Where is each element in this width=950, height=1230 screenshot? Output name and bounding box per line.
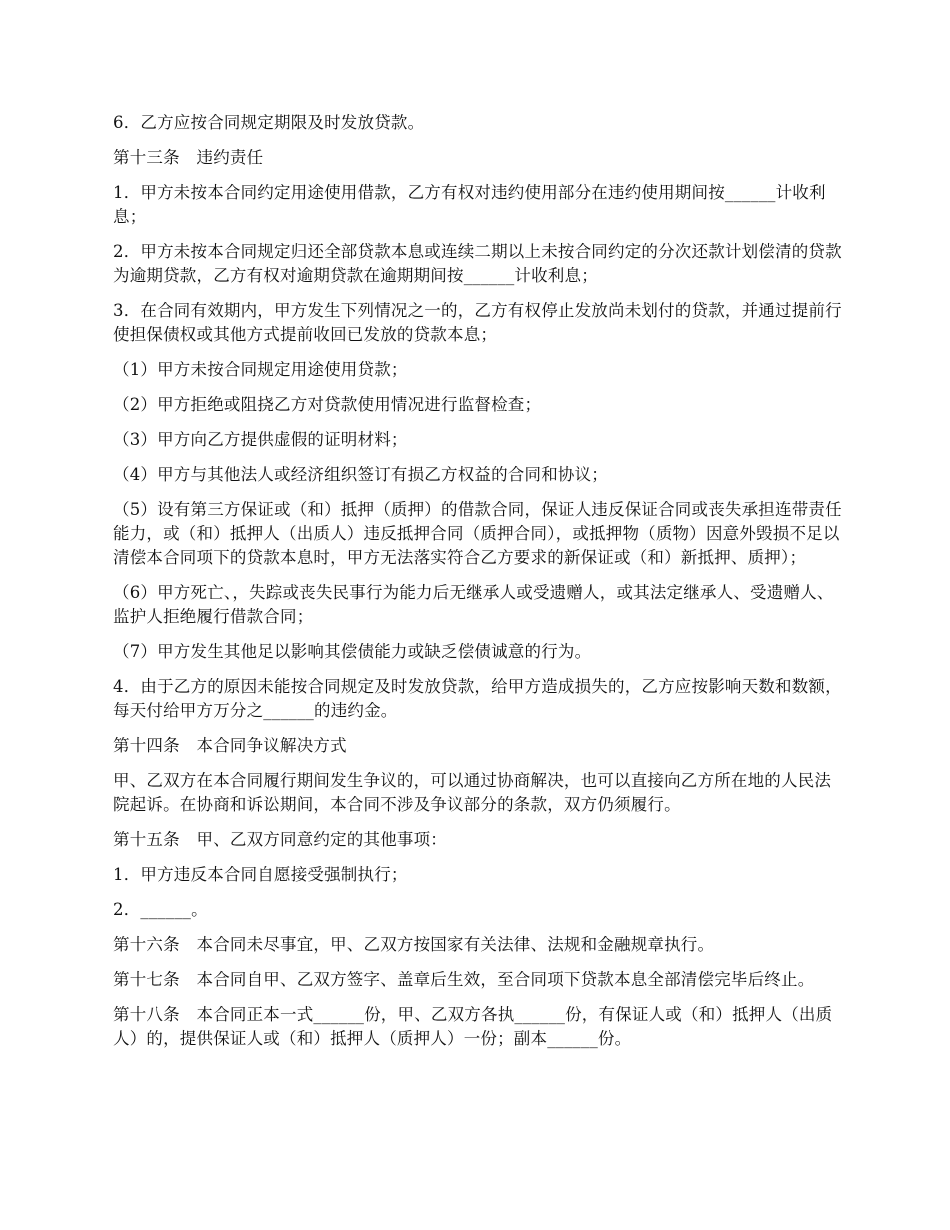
article-13-item-2: 2．甲方未按本合同规定归还全部贷款本息或连续二期以上未按合同约定的分次还款计划偿清的贷款为逾期贷款，乙方有权对逾期贷款在逾期期间按______计收利息； — [113, 242, 842, 285]
article-13-item-3-sub-5: （5）设有第三方保证或（和）抵押（质押）的借款合同，保证人违反保证合同或丧失承担连带责任能力，或（和）抵押人（出质人）违反抵押合同（质押合同），或抵押物（质物）因意外毁损不足以清偿本合同项下的贷款本息时，甲方无法落实符合乙方要求的新保证或（和）新抵押、质押）； — [113, 500, 842, 567]
article-14-body: 甲、乙双方在本合同履行期间发生争议的，可以通过协商解决，也可以直接向乙方所在地的人民法院起诉。在协商和诉讼期间，本合同不涉及争议部分的条款，双方仍须履行。 — [113, 771, 832, 814]
article-13-item-1: 1．甲方未按本合同约定用途使用借款，乙方有权对违约使用部分在违约使用期间按______计收利息； — [113, 183, 826, 226]
article-13-item-3-sub-2: （2）甲方拒绝或阻挠乙方对贷款使用情况进行监督检查； — [113, 395, 542, 414]
article-13-item-3: 3．在合同有效期内，甲方发生下列情况之一的，乙方有权停止发放尚未划付的贷款，并通过提前行使担保债权或其他方式提前收回已发放的贷款本息； — [113, 301, 842, 344]
article-18: 第十八条 本合同正本一式______份，甲、乙双方各执______份，有保证人或（和）抵押人（出质人）的，提供保证人或（和）抵押人（质押人）一份；副本______份。 — [113, 1005, 833, 1048]
article-15-item-1: 1．甲方违反本合同自愿接受强制执行； — [113, 865, 408, 884]
article-15-heading: 第十五条 甲、乙双方同意约定的其他事项： — [113, 830, 447, 849]
article-16: 第十六条 本合同未尽事宜，甲、乙双方按国家有关法律、法规和金融规章执行。 — [113, 935, 715, 954]
article-17: 第十七条 本合同自甲、乙双方签字、盖章后生效，至合同项下贷款本息全部清偿完毕后终止。 — [113, 970, 815, 989]
document-body — [113, 111, 845, 1062]
article-13-item-3-sub-3: （3）甲方向乙方提供虚假的证明材料； — [113, 430, 408, 449]
article-13-item-3-sub-6: （6）甲方死亡、，失踪或丧失民事行为能力后无继承人或受遗赠人，或其法定继承人、受遗赠人、监护人拒绝履行借款合同； — [113, 583, 834, 626]
article-13-item-4: 4．由于乙方的原因未能按合同规定及时发放贷款，给甲方造成损失的，乙方应按影响天数和数额，每天付给甲方万分之______的违约金。 — [113, 677, 842, 720]
article-15-item-2: 2．______。 — [113, 900, 208, 919]
article-13-item-3-sub-7: （7）甲方发生其他足以影响其偿债能力或缺乏偿债诚意的行为。 — [113, 642, 592, 661]
article-13-heading: 第十三条 违约责任 — [113, 148, 264, 167]
article-13-item-3-sub-1: （1）甲方未按合同规定用途使用贷款； — [113, 360, 408, 379]
clause-12-item-6: 6．乙方应按合同规定期限及时发放贷款。 — [113, 113, 425, 132]
article-13-item-3-sub-4: （4）甲方与其他法人或经济组织签订有损乙方权益的合同和协议； — [113, 465, 608, 484]
article-14-heading: 第十四条 本合同争议解决方式 — [113, 736, 347, 755]
